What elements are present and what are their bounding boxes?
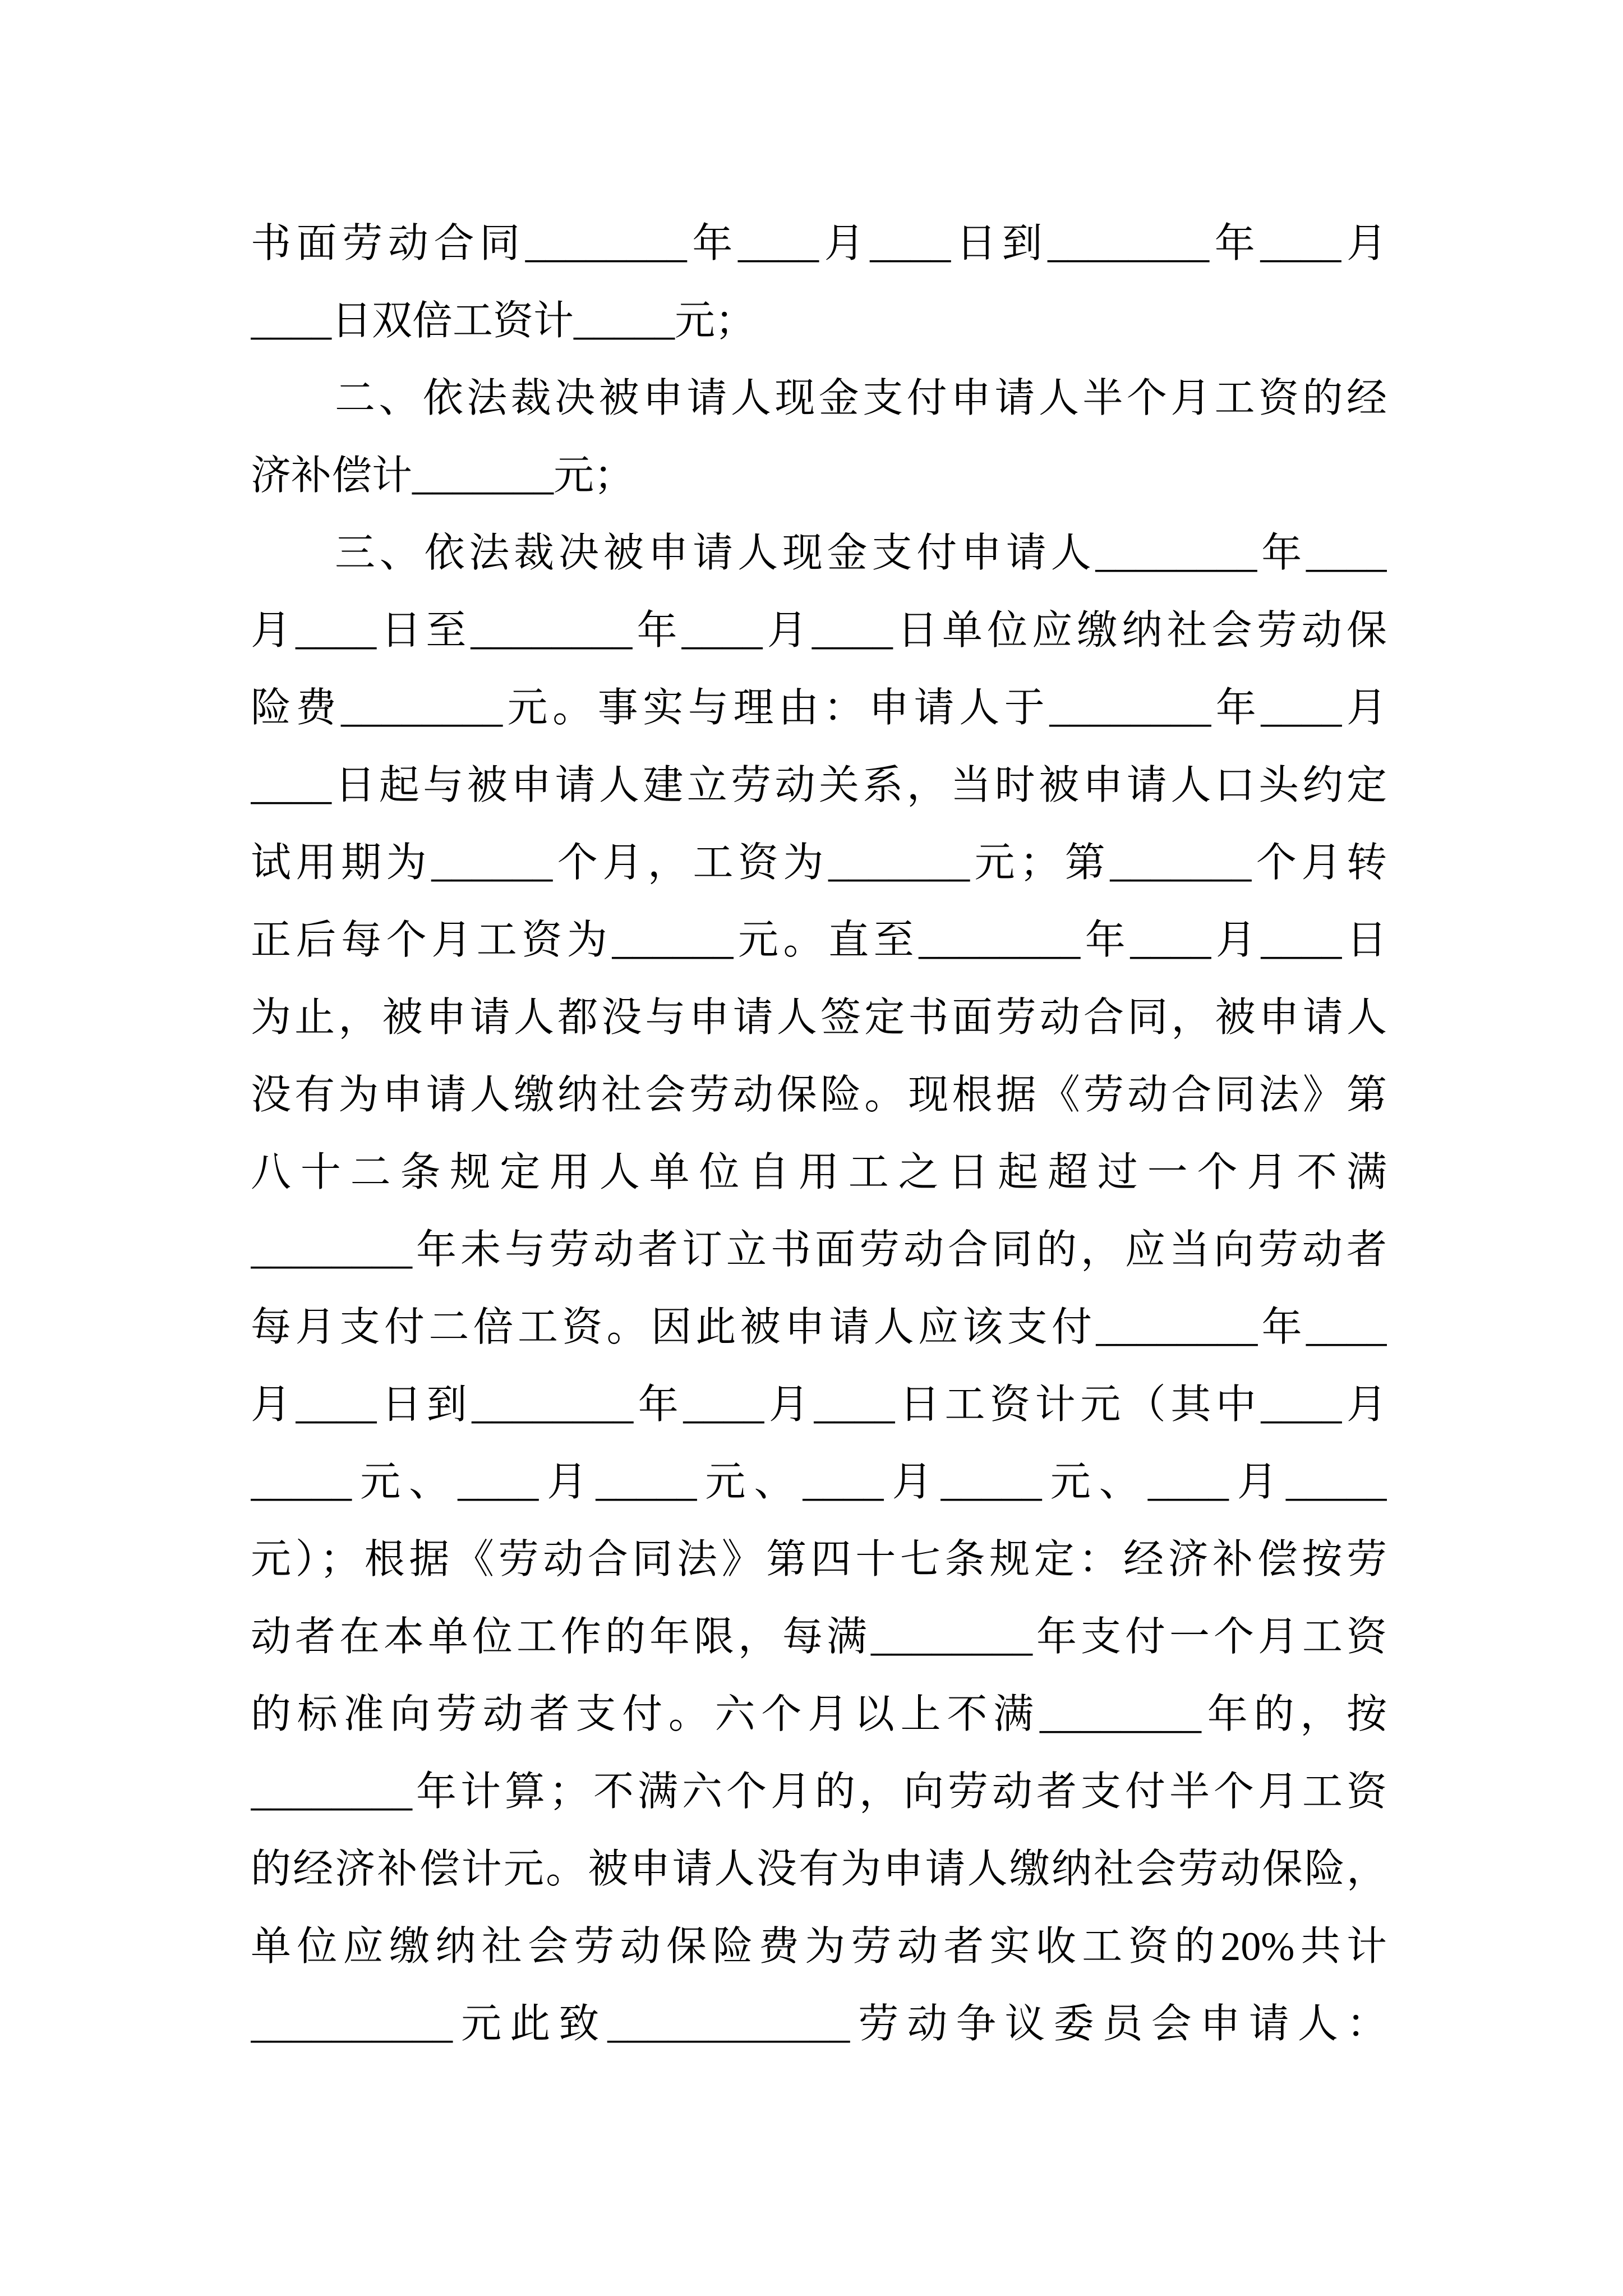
text-line: 每月支付二倍工资。因此被申请人应该支付________年____ (251, 1305, 1387, 1350)
text-line: 为止，被申请人都没与申请人签定书面劳动合同，被申请人 (251, 995, 1387, 1040)
text-line: 试用期为______个月，工资为_______元；第_______个月转 (251, 840, 1387, 885)
text-line: ________年计算；不满六个月的，向劳动者支付半个月工资 (251, 1769, 1387, 1814)
text-line: 的标准向劳动者支付。六个月以上不满________年的，按 (251, 1692, 1387, 1737)
text-line: 的经济补偿计元。被申请人没有为申请人缴纳社会劳动保险， (251, 1847, 1387, 1892)
text-line: ________年未与劳动者订立书面劳动合同的，应当向劳动者 (251, 1227, 1387, 1272)
text-line: 书面劳动合同________年____月____日到________年____月 (251, 221, 1387, 266)
text-line: ____日双倍工资计_____元； (251, 298, 756, 343)
text-line: 没有为申请人缴纳社会劳动保险。现根据《劳动合同法》第 (251, 1073, 1387, 1117)
text-line: 八十二条规定用人单位自用工之日起超过一个月不满 (251, 1150, 1387, 1195)
text-line: 单位应缴纳社会劳动保险费为劳动者实收工资的20%共计 (251, 1924, 1387, 1969)
text-line: 动者在本单位工作的年限，每满________年支付一个月工资 (251, 1614, 1387, 1659)
document-body (251, 205, 1387, 2063)
text-line: __________元此致____________劳动争议委员会申请人： (251, 2001, 1387, 2046)
text-line: 济补偿计_______元； (251, 453, 635, 498)
text-line: 月____日至________年____月____日单位应缴纳社会劳动保 (251, 608, 1387, 653)
text-line: 险费________元。事实与理由：申请人于________年____月 (251, 685, 1387, 730)
paragraph-start-line: 二、依法裁决被申请人现金支付申请人半个月工资的经 (335, 376, 1387, 421)
text-line: ____日起与被申请人建立劳动关系，当时被申请人口头约定 (251, 763, 1387, 808)
text-line: _____元、____月_____元、____月_____元、____月_____ (251, 1460, 1387, 1504)
text-line: 正后每个月工资为______元。直至________年____月____日 (251, 918, 1387, 963)
paragraph-start-line: 三、依法裁决被申请人现金支付申请人________年____ (335, 531, 1387, 576)
text-line: 月____日到________年____月____日工资计元（其中____月 (251, 1382, 1387, 1427)
text-line: 元）；根据《劳动合同法》第四十七条规定：经济补偿按劳 (251, 1537, 1387, 1582)
